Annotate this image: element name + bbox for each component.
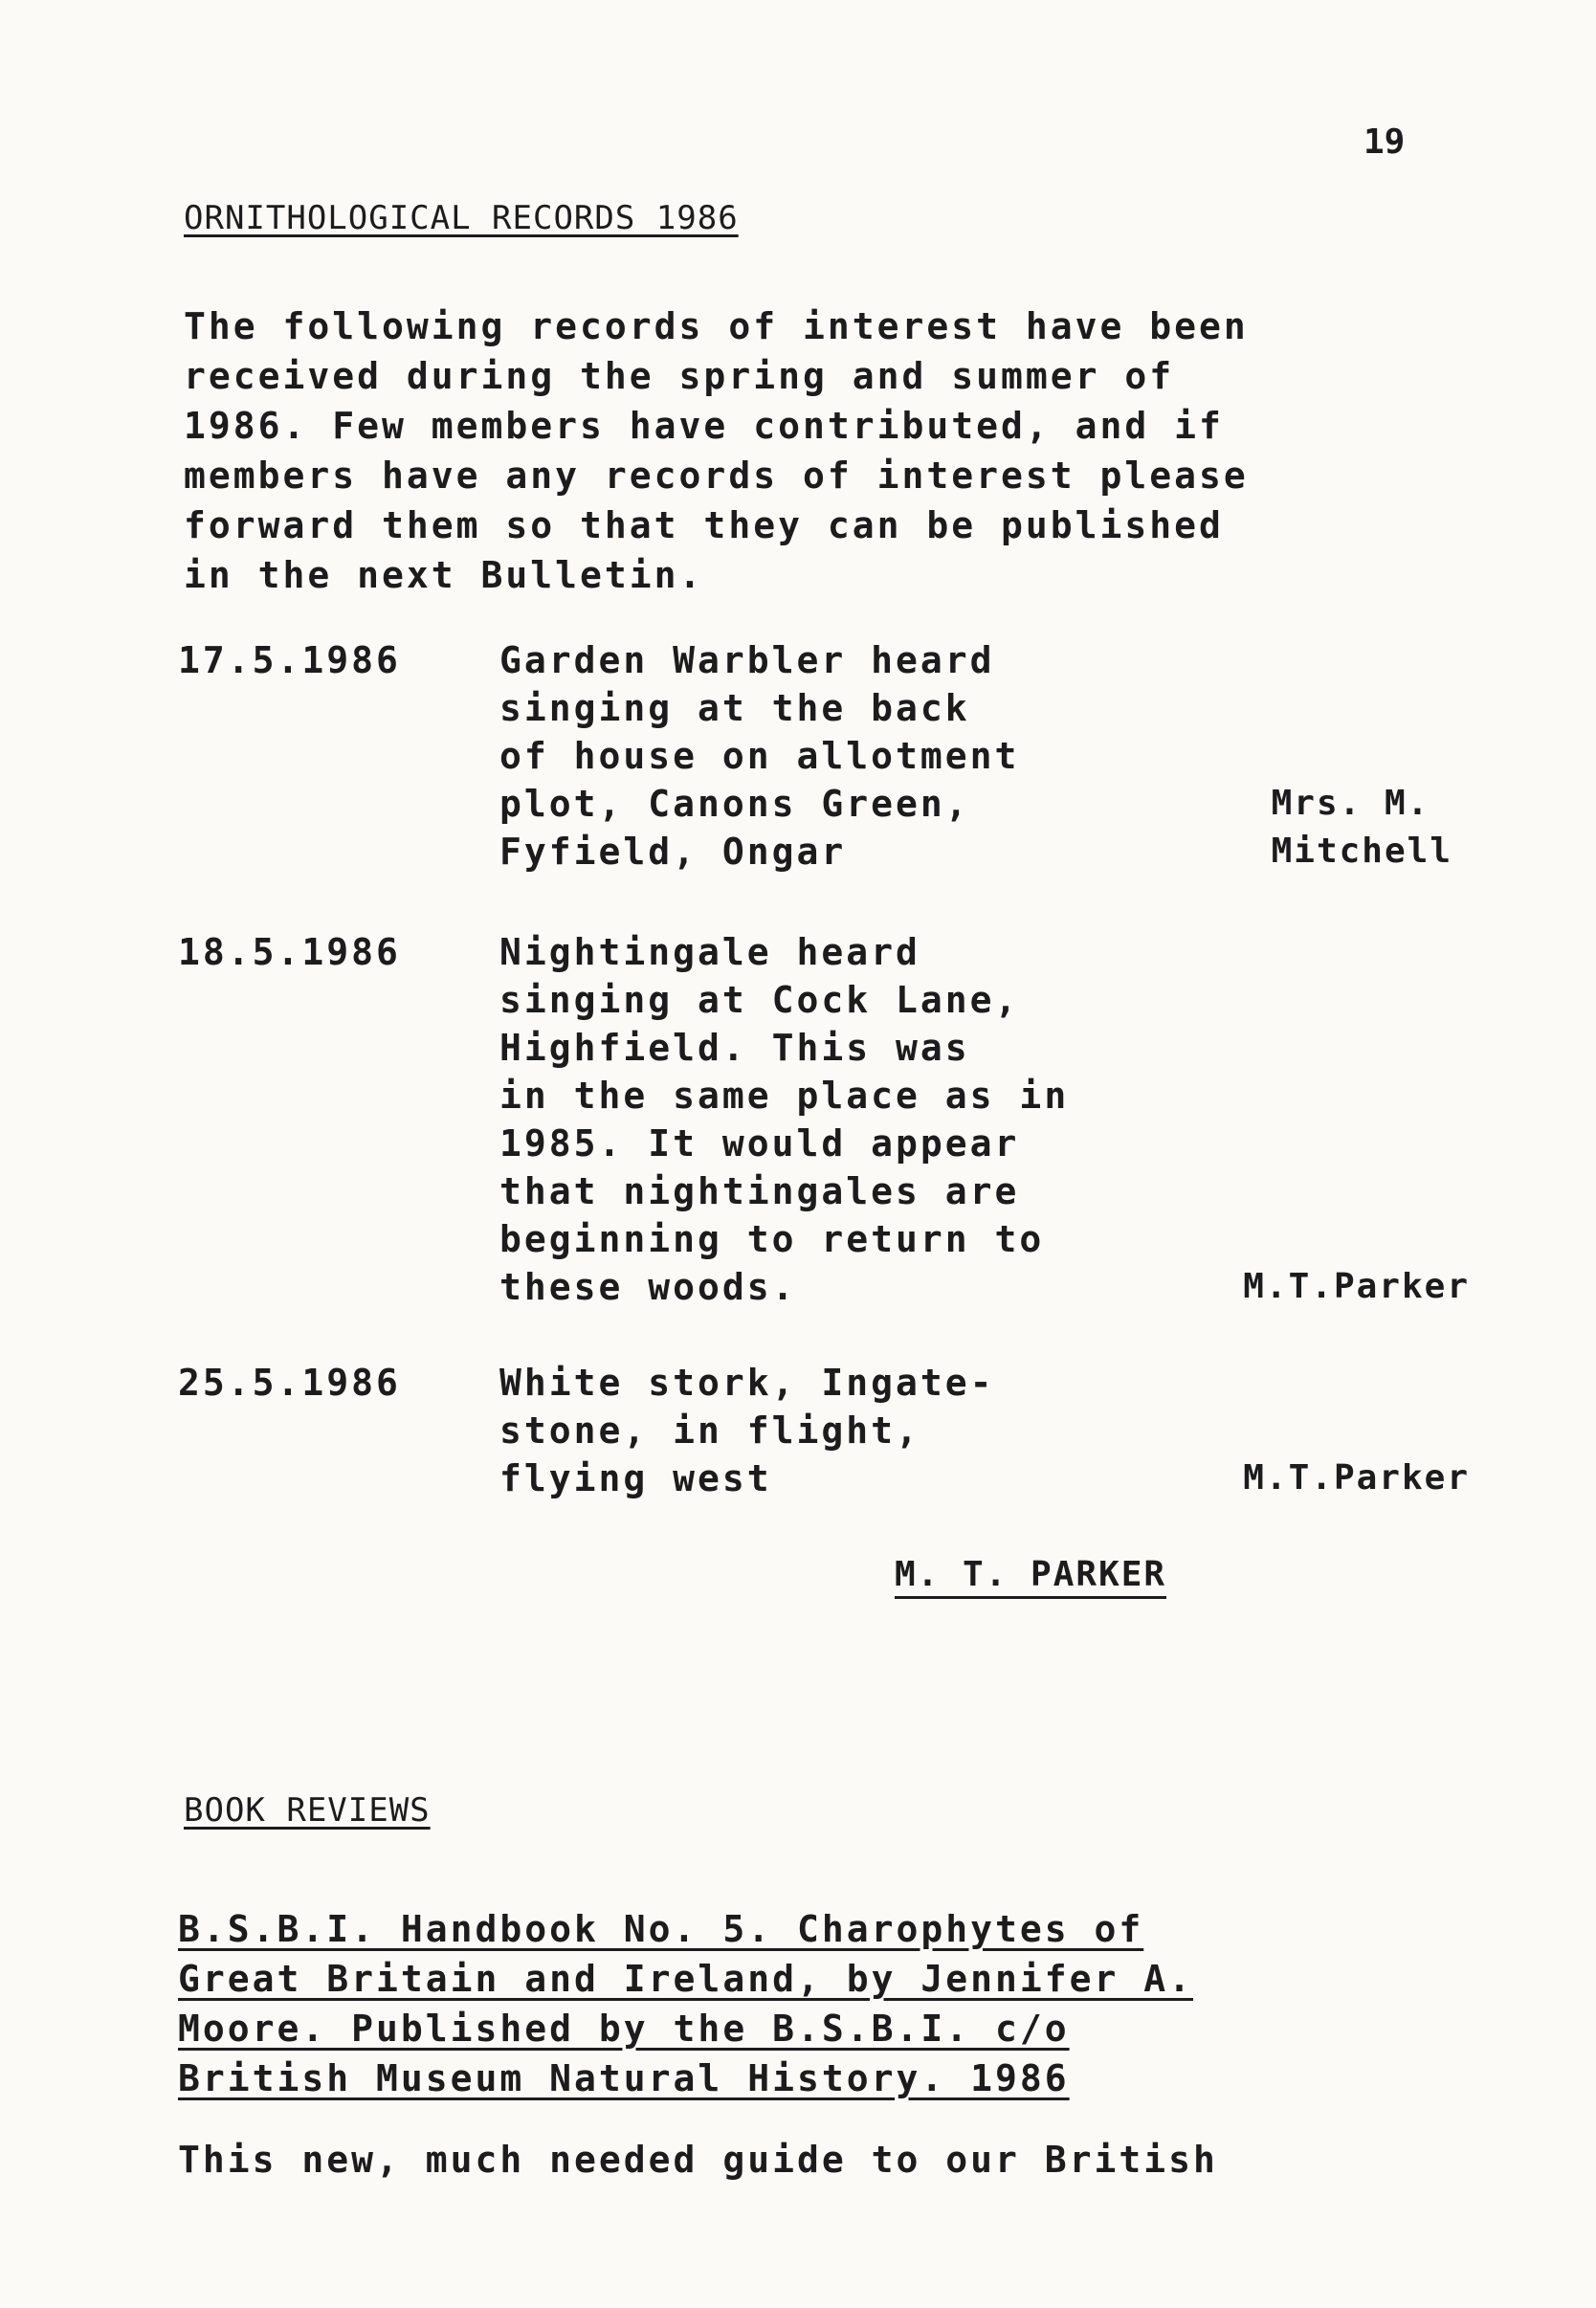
record-line: plot, Canons Green, [499, 783, 970, 825]
intro-line: in the next Bulletin. [184, 554, 704, 596]
record-line: 1985. It would appear [499, 1122, 1020, 1165]
observer-line: M.T.Parker [1243, 1458, 1470, 1498]
book-reviews-heading: BOOK REVIEWS [184, 1791, 431, 1830]
record-line: White stork, Ingate- [499, 1362, 995, 1404]
intro-line: The following records of interest have been [184, 305, 1249, 347]
record-description [499, 1359, 995, 1502]
ornithological-records-heading: ORNITHOLOGICAL RECORDS 1986 [184, 199, 739, 237]
citation-line: B.S.B.I. Handbook No. 5. Charophytes of [178, 1908, 1144, 1950]
record-observer [1243, 1263, 1470, 1311]
record-date: 18.5.1986 [178, 931, 401, 973]
page-number: 19 [1363, 122, 1406, 162]
record-line: Garden Warbler heard [499, 639, 995, 681]
record-line: beginning to return to [499, 1218, 1045, 1260]
record-line: stone, in flight, [499, 1409, 920, 1452]
intro-line: forward them so that they can be published [184, 504, 1224, 546]
record-line: these woods. [499, 1266, 797, 1308]
record-line: Nightingale heard [499, 931, 920, 973]
intro-line: received during the spring and summer of [184, 355, 1175, 397]
citation-line: Moore. Published by the B.S.B.I. c/o [178, 2008, 1070, 2050]
record-line: Highfield. This was [499, 1027, 970, 1069]
bird-record [178, 636, 1470, 885]
author-signature: M. T. PARKER [895, 1555, 1166, 1599]
citation-line: British Museum Natural History. 1986 [178, 2057, 1070, 2099]
bird-record [178, 928, 1470, 1320]
record-line: in the same place as in [499, 1075, 1070, 1117]
observer-line: Mitchell [1271, 832, 1452, 871]
book-citation [178, 1904, 1451, 2103]
observer-line: M.T.Parker [1243, 1267, 1470, 1306]
citation-line: Great Britain and Ireland, by Jennifer A. [178, 1958, 1193, 2000]
record-line: singing at Cock Lane, [499, 979, 1020, 1021]
bird-record [178, 1359, 1470, 1512]
observer-line: Mrs. M. [1271, 784, 1430, 823]
intro-line: 1986. Few members have contributed, and if [184, 405, 1224, 447]
record-description [499, 636, 1019, 876]
record-observer [1243, 1454, 1470, 1502]
record-line: that nightingales are [499, 1170, 1020, 1212]
record-line: Fyfield, Ongar [499, 831, 847, 873]
record-date: 17.5.1986 [178, 639, 401, 681]
record-line: singing at the back [499, 687, 970, 729]
record-line: flying west [499, 1457, 772, 1499]
record-line: of house on allotment [499, 735, 1020, 777]
intro-line: members have any records of interest please [184, 455, 1249, 497]
intro-paragraph [184, 301, 1456, 600]
record-date: 25.5.1986 [178, 1362, 401, 1404]
record-observer [1272, 780, 1452, 876]
record-description [499, 928, 1069, 1311]
review-body-text: This new, much needed guide to our British [178, 2139, 1218, 2181]
